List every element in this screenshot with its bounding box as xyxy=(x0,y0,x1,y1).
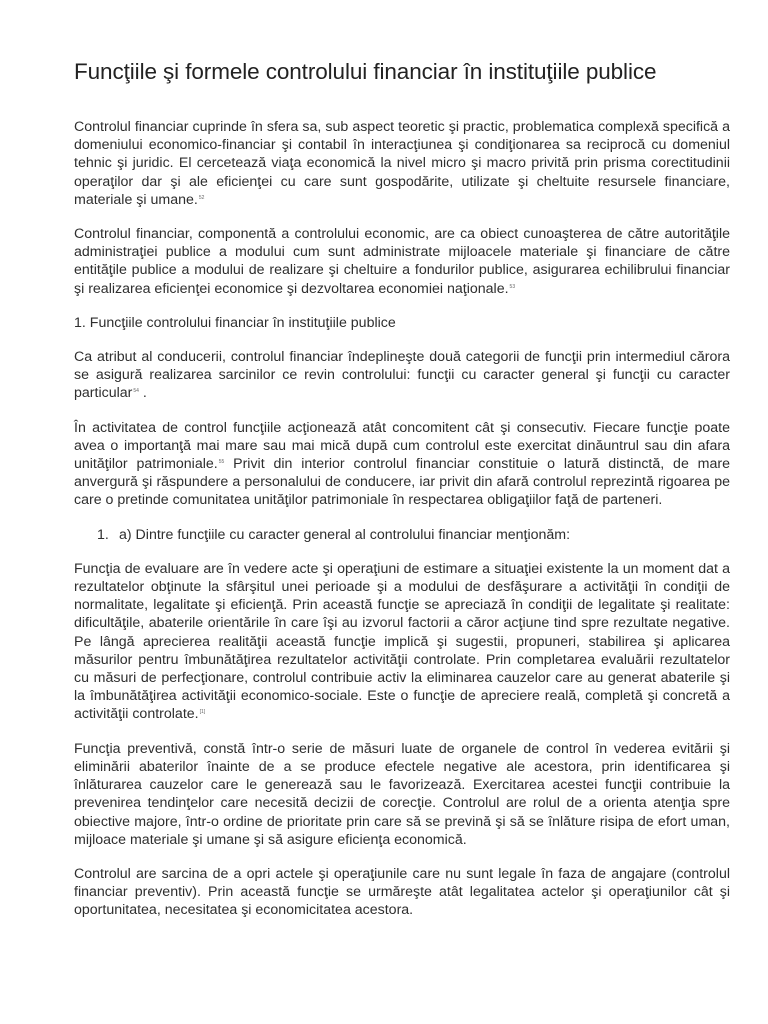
paragraph-preventive-function: Funcţia preventivă, constă într-o serie de măsuri luate de organele de control în vederea evitării şi eliminării abaterilor înainte de a se produce efectele negative ale acestora, prin identificarea şi înlăturarea cauzelor care le generează sau le favorizează. Exercitarea acestei funcţii contribuie la prevenirea tendinţelor care necesită decizii de corecţie. Controlul are rolul de a orienta atenţia spre obiective majore, într-o ordine de prioritate prin care să se prevină şi să se înlăture risipa de efort uman, mijloace materiale şi umane şi să asigure eficienţa economică. xyxy=(74,740,730,848)
paragraph-tail: . xyxy=(138,385,147,402)
page-title: Funcţiile şi formele controlului financiar în instituţiile publice xyxy=(74,59,657,84)
paragraph-evaluation-function xyxy=(74,560,730,724)
paragraph-text: Ca atribut al conducerii, controlul financiar îndeplineşte două categorii de funcţii prin intermediul cărora se asigură realizarea sarcinilor ce revin controlului: funcţii cu caracter general şi funcţii cu caracter particular xyxy=(74,349,730,402)
paragraph-text-continued: Privit din interior controlul financiar constituie o latură distinctă, de mare anvergură şi răspundere a personalului de conducere, iar privit din afară controlul reprezintă rigoarea pe care o pretinde comunitatea unităţilor patrimoniale în respectarea obligaţiilor faţă de parteneri. xyxy=(74,456,730,509)
paragraph-categories xyxy=(74,348,730,403)
paragraph-financial-control xyxy=(74,225,730,298)
section-heading: 1. Funcţiile controlului financiar în instituţiile publice xyxy=(74,314,396,331)
paragraph-control-task: Controlul are sarcina de a opri actele şi operaţiunile care nu sunt legale în faza de angajare (controlul financiar preventiv). Prin această funcţie se urmăreşte atât legalitatea actelor şi operaţiunilor cât şi oportunitatea, necesitatea şi economicitatea acestora. xyxy=(74,865,730,919)
footnote-marker[interactable]: 55 xyxy=(218,459,225,466)
document-page xyxy=(74,0,730,920)
paragraph-text: Controlul financiar cuprinde în sfera sa, sub aspect teoretic şi practic, problematica complexă specifică a domeniului economico-financiar şi contabil în interacţiunea şi condiţionarea sa reciprocă cu domeniul tehnic şi juridic. El cercetează viaţa economică la nivel micro şi macro privită prin prisma corectitudinii operaţilor dar şi ale eficienţei cu care sunt gospodărite, utilizate şi cheltuite resursele financiare, materiale şi umane. xyxy=(74,119,730,208)
paragraph-functions-activity xyxy=(74,419,730,510)
paragraph-text: Funcţia de evaluare are în vedere acte şi operaţiuni de estimare a situaţiei existente la un moment dat a rezultatelor obţinute la sfârşitul unei perioade şi a modului de desfăşurare a activităţii în condiţii de normalitate, legalitate şi eficienţă. Prin această funcţie se apreciază în condiţii de legalitate şi realitate: dificultăţile, abaterile orientările în care îşi au izvorul factorii a căror acţiune tind spre rezultate negative. Pe lângă aprecierea realităţii această funcţie implică şi sugestii, propuneri, stabilirea şi aplicarea măsurilor pentru îmbunătăţirea rezultatelor activităţii controlate. Prin completarea evaluării rezultatelor cu măsuri de perfecţionare, controlul contribuie activ la eliminarea cauzelor care au generat abaterile şi la îmbunătăţirea activităţii economico-sociale. Este o funcţie de apreciere reală, completă şi concretă a activităţii controlate. xyxy=(74,560,730,723)
footnote-marker[interactable]: [1] xyxy=(199,709,206,716)
list-number: 1. xyxy=(97,526,109,543)
paragraph-text: Controlul financiar, componentă a controlului economic, are ca obiect cunoaşterea de către autorităţile administraţiei publice a modului cum sunt administrate mijloacele materiale şi financiare de către entităţile publice a modului de realizare şi cheltuire a fondurilor publice, asigurarea echilibrului financiar şi realizarea eficienţei economice şi dezvoltarea economiei naţionale. xyxy=(74,226,730,297)
list-item-text: a) Dintre funcţiile cu caracter general al controlului financiar menţionăm: xyxy=(119,526,571,543)
list-item xyxy=(74,526,730,544)
footnote-marker[interactable]: 54 xyxy=(133,388,139,395)
footnote-marker[interactable]: 53 xyxy=(509,283,516,290)
footnote-marker[interactable]: 52 xyxy=(198,194,205,201)
paragraph-text: În activitatea de control funcţiile acţionează atât concomitent cât şi consecutiv. Fiecare funcţie poate avea o importanţă mai mare sau mai mică după cum controlul este exercitat dinăuntrul sau din afara unităţilor patrimoniale. xyxy=(74,419,730,473)
paragraph-intro xyxy=(74,118,730,209)
